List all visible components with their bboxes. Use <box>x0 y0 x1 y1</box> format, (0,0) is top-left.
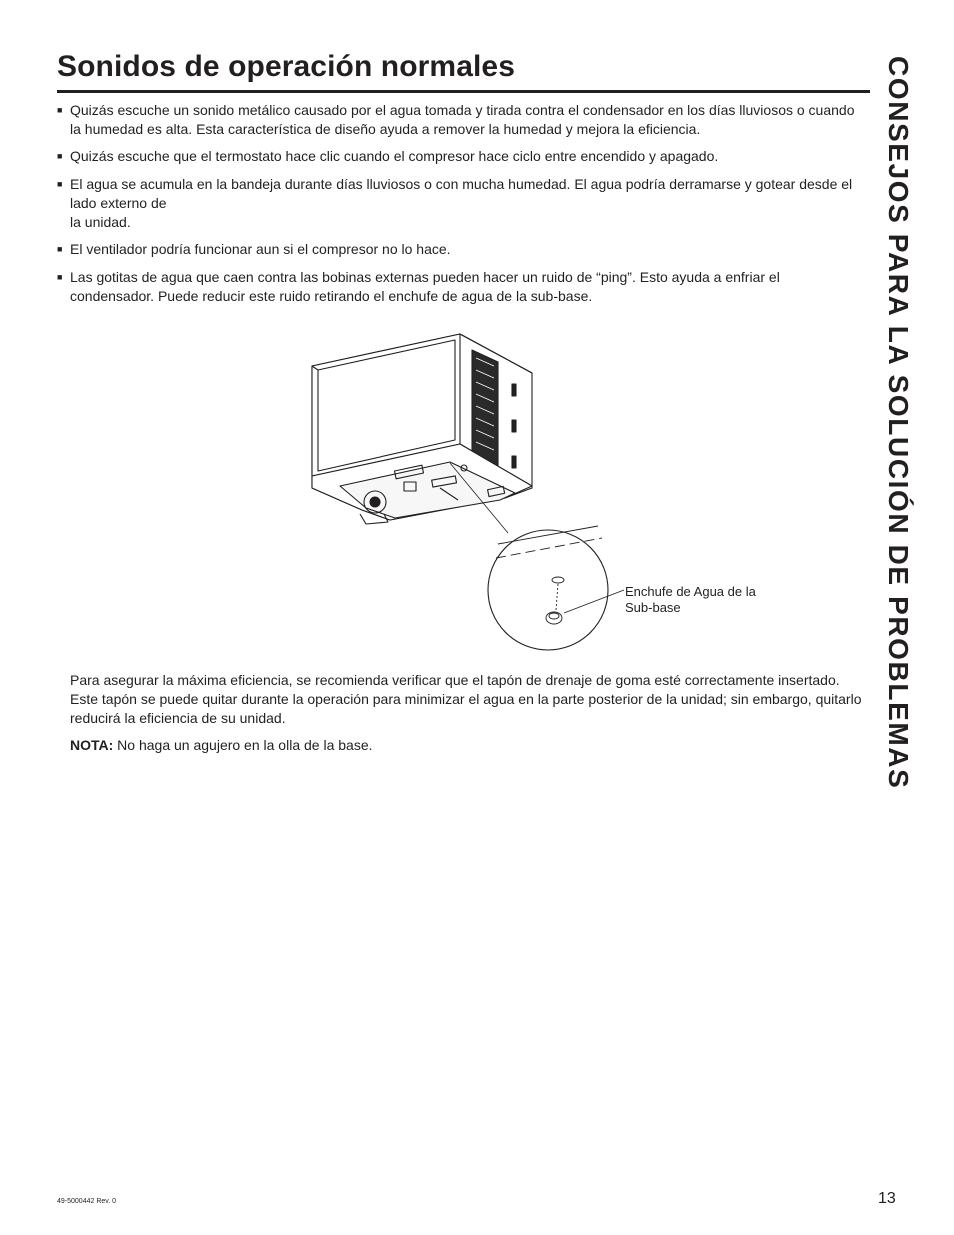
efficiency-paragraph: Para asegurar la máxima eficiencia, se recomienda verificar que el tapón de drenaje de goma esté correctamente insertado. Este tapón se puede quitar durante la operación para minimizar el agua en la parte posterior de la unidad; sin embargo, quitarlo reducirá la eficiencia de su unidad. <box>70 672 862 726</box>
water-plug-callout: Enchufe de Agua de la Sub-base <box>625 584 756 615</box>
title-rule <box>57 90 870 93</box>
note-text: No haga un agujero en la olla de la base. <box>113 737 373 753</box>
page-number: 13 <box>878 1190 896 1207</box>
bullet-square-icon: ■ <box>57 151 63 162</box>
note-label: NOTA: <box>70 737 114 753</box>
side-section-tab: CONSEJOS PARA LA SOLUCIÓN DE PROBLEMAS <box>883 56 914 790</box>
list-item: ■ El agua se acumula en la bandeja durante días lluviosos o con mucha humedad. El agua podría derramarse y gotear desde el lado externo de la unidad. <box>57 175 853 230</box>
list-item: ■ Quizás escuche un sonido metálico causado por el agua tomada y tirada contra el condensador en los días lluviosos o cuando la humedad es alta. Esta característica de diseño ayuda a remover la humedad y mejora la eficiencia. <box>57 102 855 137</box>
list-item: ■ Las gotitas de agua que caen contra las bobinas externas pueden hacer un ruido de “ping”. Esto ayuda a enfriar el condensador. Puede reducir este ruido retirando el enchufe de agua de la sub-base. <box>57 268 780 304</box>
list-item: ■ Quizás escuche que el termostato hace clic cuando el compresor hace ciclo entre encendido y apagado. <box>57 148 719 165</box>
bullet-square-icon: ■ <box>57 178 63 189</box>
note-paragraph <box>70 736 373 755</box>
bullet-list <box>57 101 862 314</box>
bullet-square-icon: ■ <box>57 271 63 282</box>
bullet-square-icon: ■ <box>57 244 63 255</box>
page-title: Sonidos de operación normales <box>57 50 515 83</box>
list-item: ■ El ventilador podría funcionar aun si el compresor no lo hace. <box>57 241 451 258</box>
document-code: 49-5000442 Rev. 0 <box>57 1198 117 1205</box>
bullet-square-icon: ■ <box>57 105 63 115</box>
